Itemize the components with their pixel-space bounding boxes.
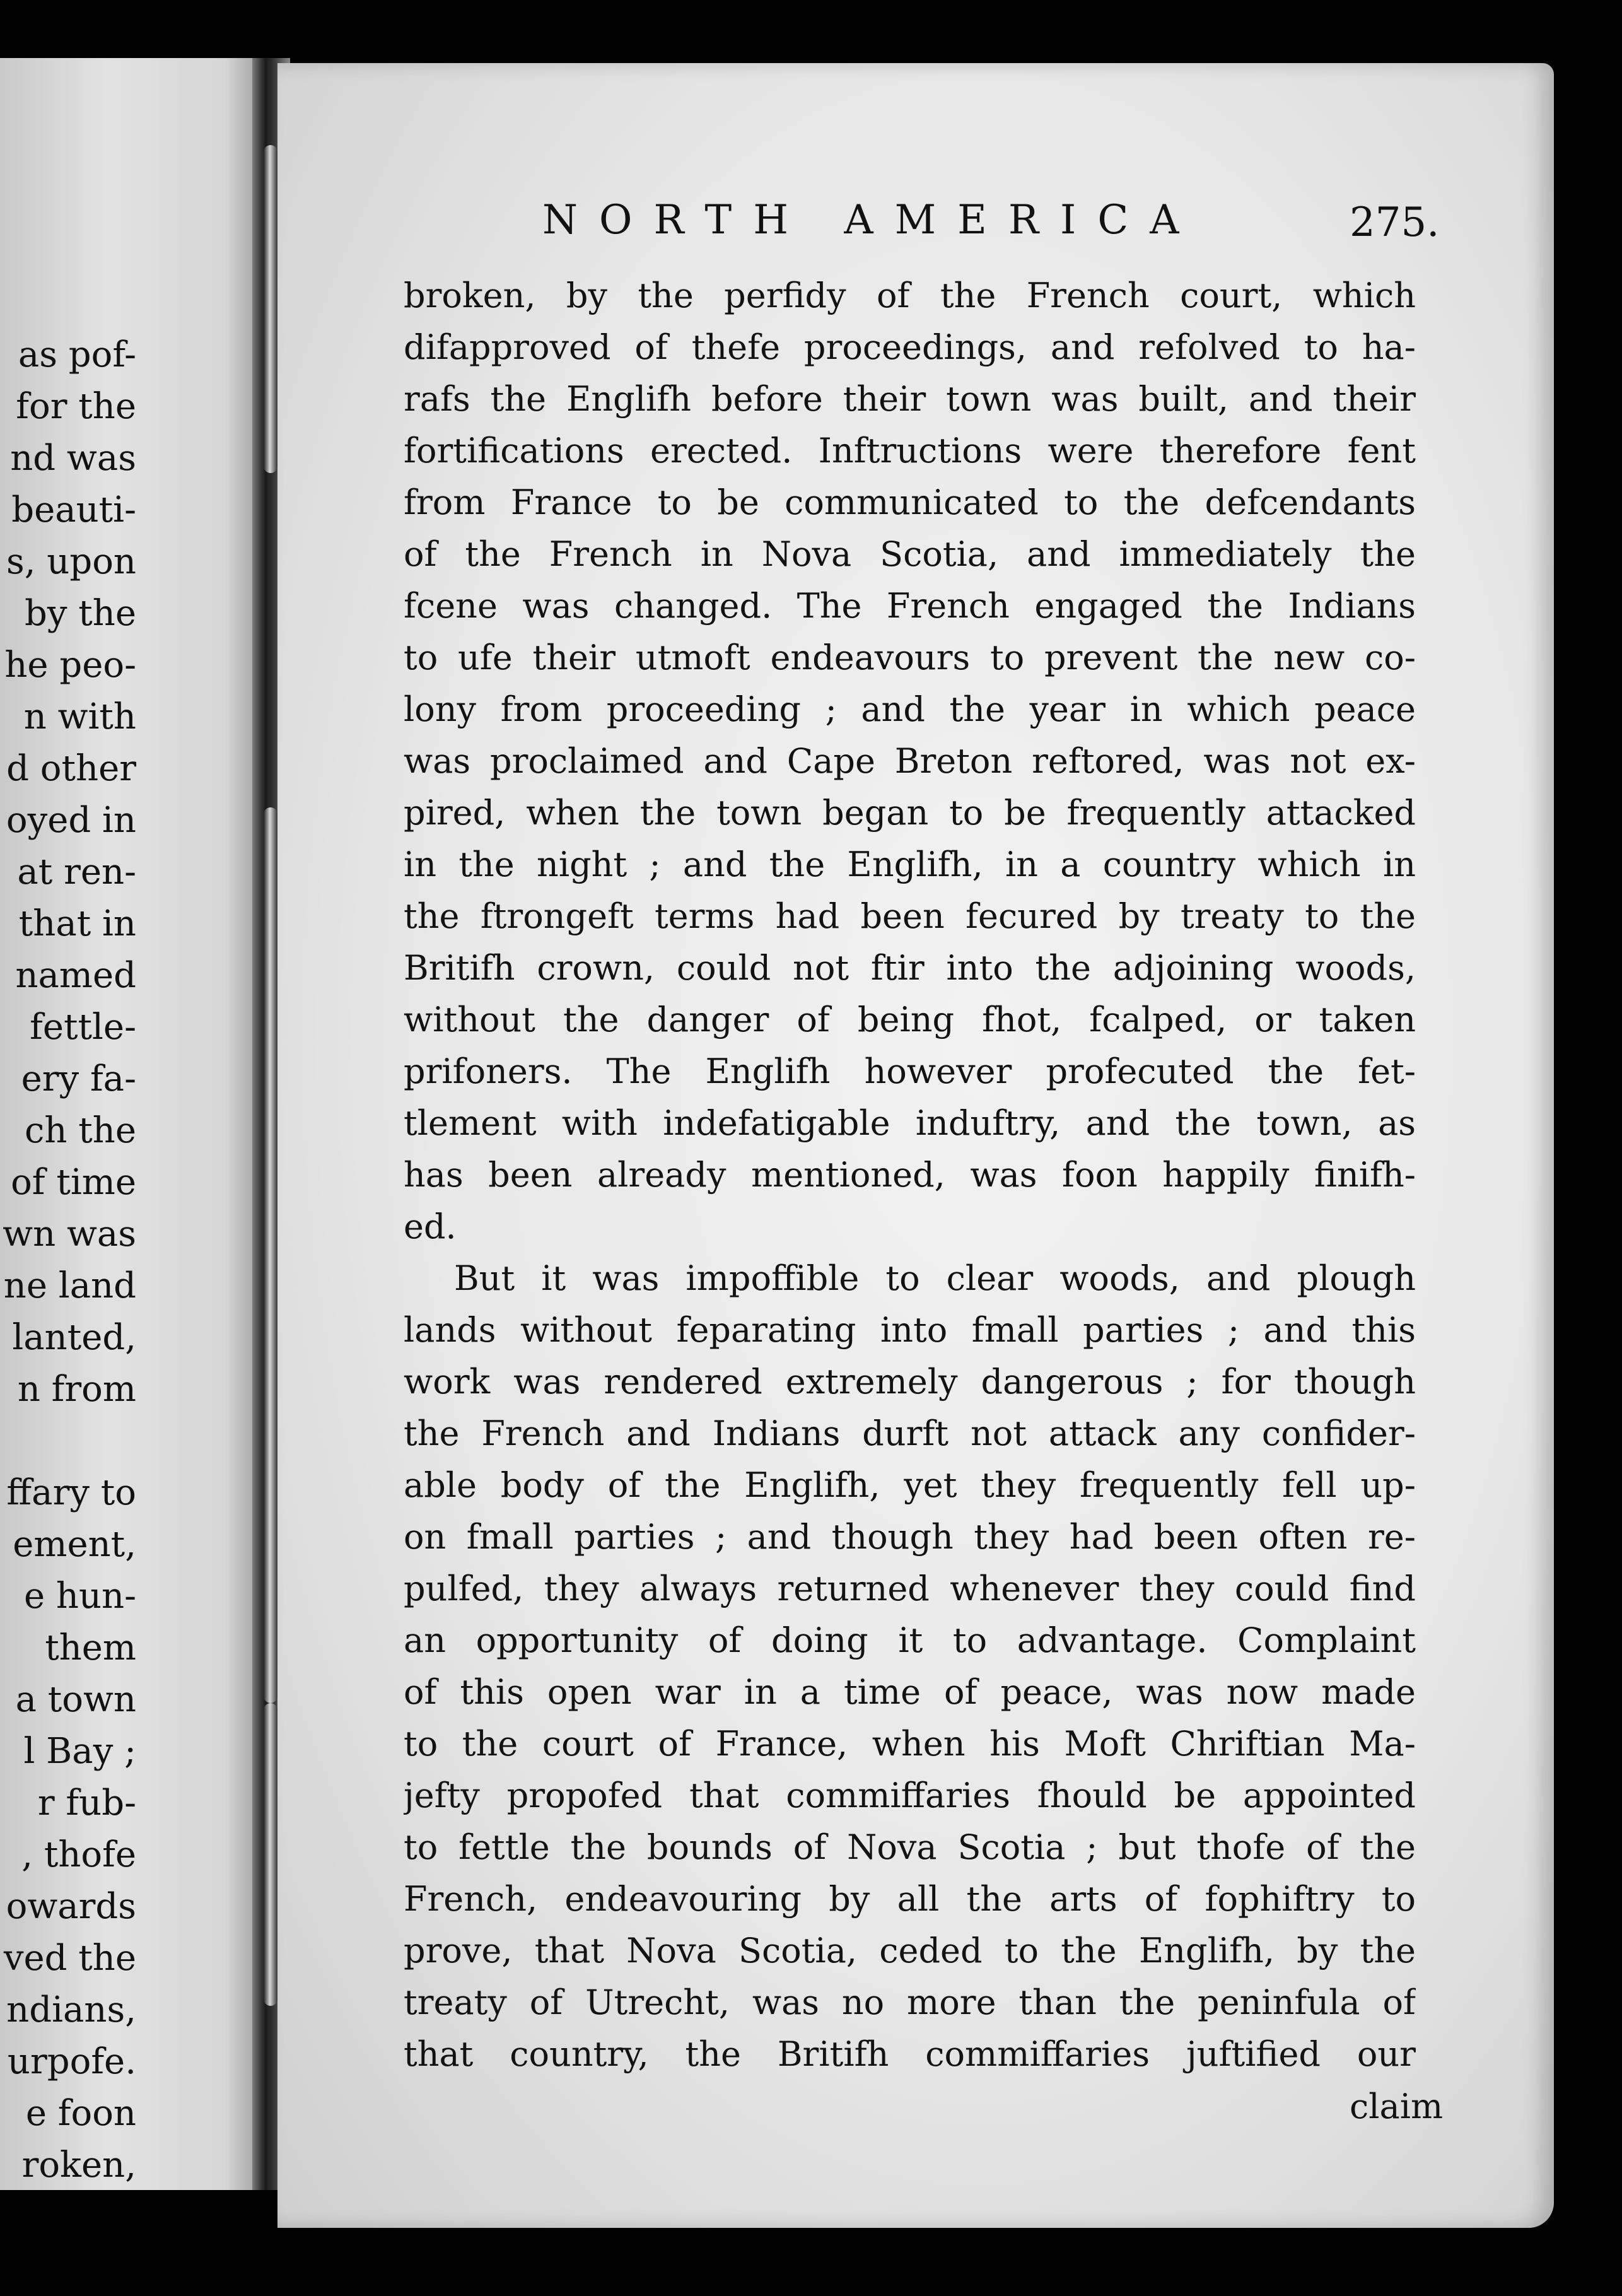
left-fragment-line: lanted, (12, 1317, 136, 1358)
page-number: 275. (1350, 199, 1440, 246)
text-line: prove, that Nova Scotia, ceded to the Englifh, by the (404, 1931, 1416, 1971)
binding-thread-lower (264, 1703, 277, 2006)
left-fragment-line: of time (11, 1162, 136, 1203)
running-head (542, 189, 1450, 252)
catchword: claim (1350, 2087, 1444, 2126)
left-fragment-line: he peo- (4, 645, 136, 686)
text-line: in the night ; and the Englifh, in a country which in (404, 845, 1416, 884)
left-fragment-line: owards (6, 1886, 136, 1927)
left-fragment-line: as pof- (18, 334, 136, 375)
text-line: work was rendered extremely dangerous ; for though (404, 1362, 1416, 1402)
text-line: has been already mentioned, was foon happily finifh- (404, 1155, 1416, 1195)
left-fragment-line: that in (18, 903, 136, 944)
left-fragment-line: ne land (3, 1265, 136, 1306)
text-line: of this open war in a time of peace, was now made (404, 1672, 1416, 1712)
text-line: rafs the Englifh before their town was built, and their (404, 379, 1416, 419)
text-line: able body of the Englifh, yet they frequently fell up- (404, 1465, 1416, 1505)
body-text (404, 270, 1416, 2080)
text-line: difapproved of thefe proceedings, and refolved to ha- (404, 327, 1416, 367)
text-line: pired, when the town began to be frequently attacked (404, 793, 1416, 833)
text-line: fcene was changed. The French engaged the Indians (404, 586, 1416, 626)
left-fragment-line: wn was (3, 1214, 136, 1255)
text-line: from France to be communicated to the defcendants (404, 483, 1416, 522)
text-line: ed. (404, 1207, 457, 1246)
left-fragment-line: e foon (25, 2093, 136, 2134)
left-fragment-line: ndians, (6, 1989, 136, 2030)
text-line: tlement with indefatigable induftry, and the town, as (404, 1103, 1416, 1143)
text-line: fortifications erected. Inftructions were therefore fent (404, 431, 1416, 471)
left-fragment-line: named (15, 955, 136, 996)
text-line: the French and Indians durft not attack any confider- (404, 1414, 1416, 1453)
text-line: to ufe their utmoft endeavours to prevent the new co- (404, 638, 1416, 677)
left-page (0, 58, 265, 2190)
text-line: was proclaimed and Cape Breton reftored, was not ex- (404, 741, 1416, 781)
left-fragment-line: n from (17, 1369, 136, 1410)
left-fragment-line: , thofe (21, 1834, 136, 1875)
text-line: prifoners. The Englifh however profecuted the fet- (404, 1051, 1416, 1091)
binding-thread-upper (264, 145, 277, 473)
text-line: lands without feparating into fmall parties ; and this (404, 1310, 1416, 1350)
left-fragment-line: nd was (10, 438, 136, 479)
left-fragment-line: d other (6, 748, 136, 789)
left-fragment-line: l Bay ; (23, 1731, 136, 1772)
left-fragment-line: n with (23, 696, 136, 737)
left-fragment-line: by the (25, 593, 136, 634)
left-fragment-line: r fub- (37, 1783, 136, 1824)
text-line: on fmall parties ; and though they had been often re- (404, 1517, 1416, 1557)
text-line: an opportunity of doing it to advantage. Complaint (404, 1620, 1416, 1660)
left-fragment-line: ved the (3, 1938, 136, 1979)
text-line: broken, by the perfidy of the French court, which (404, 276, 1416, 315)
left-fragment-line: ement, (13, 1524, 136, 1565)
text-line: lony from proceeding ; and the year in which peace (404, 689, 1416, 729)
left-fragment-line: a town (15, 1679, 136, 1720)
left-fragment-line: fettle- (30, 1007, 136, 1048)
text-line: to fettle the bounds of Nova Scotia ; but thofe of the (404, 1827, 1416, 1867)
left-fragment-line: ery fa- (21, 1058, 136, 1099)
left-fragment-line: urpofe. (7, 2041, 136, 2082)
text-line: that country, the Britifh commiffaries juftified our (404, 2034, 1416, 2074)
paragraph-1 (404, 270, 1416, 1253)
left-fragment-line (0, 1415, 136, 1467)
left-fragment-line: roken, (21, 2145, 136, 2186)
text-line: the ftrongeft terms had been fecured by treaty to the (404, 896, 1416, 936)
left-fragment-line: ch the (25, 1110, 136, 1151)
text-line: without the danger of being fhot, fcalped, or taken (404, 1000, 1416, 1040)
paragraph-2 (404, 1253, 1416, 2080)
text-line: Britifh crown, could not ftir into the adjoining woods, (404, 948, 1416, 988)
left-fragment-line: for the (16, 386, 136, 427)
text-line: treaty of Utrecht, was no more than the peninfula of (404, 1983, 1416, 2022)
binding-thread-middle (264, 807, 277, 1703)
text-line: jefty propofed that commiffaries fhould be appointed (404, 1776, 1416, 1815)
text-line: to the court of France, when his Moft Chriftian Ma- (404, 1724, 1416, 1764)
text-line: French, endeavouring by all the arts of fophiftry to (404, 1879, 1416, 1919)
left-fragment-line: beauti- (11, 489, 136, 530)
left-fragment-line: oyed in (6, 800, 136, 841)
text-line: of the French in Nova Scotia, and immediately the (404, 534, 1416, 574)
text-line: But it was impoffible to clear woods, and plough (454, 1258, 1416, 1298)
left-page-text-fragments (0, 329, 136, 2191)
left-fragment-line: them (45, 1627, 136, 1668)
running-title: NORTH AMERICA (542, 197, 1201, 243)
left-fragment-line: ffary to (6, 1472, 136, 1513)
left-fragment-line: at ren- (17, 852, 136, 893)
left-fragment-line: s, upon (6, 541, 136, 582)
left-fragment-line: e hun- (23, 1576, 136, 1617)
text-line: pulfed, they always returned whenever they could find (404, 1569, 1416, 1608)
